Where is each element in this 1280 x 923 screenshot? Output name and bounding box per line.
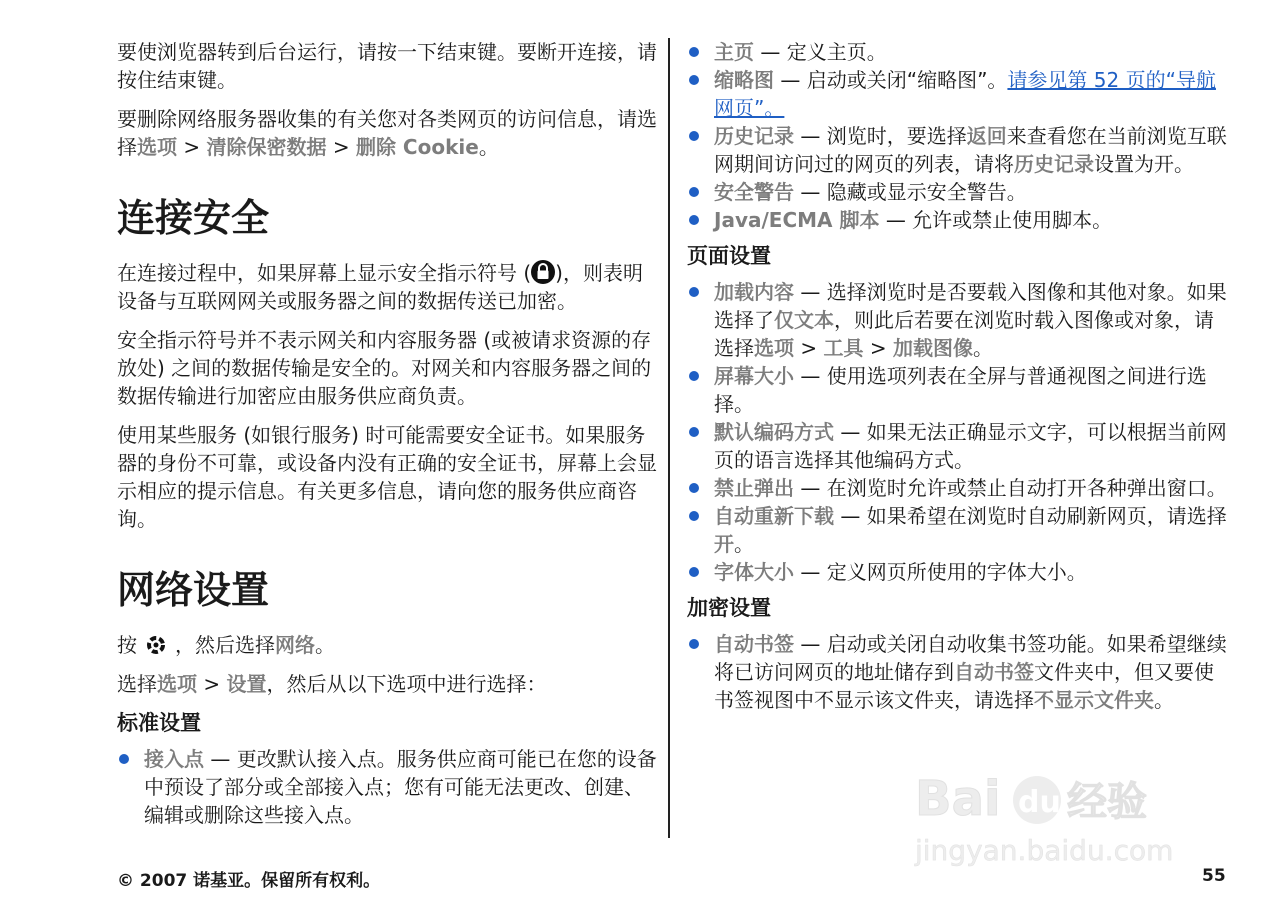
term-text-only: 仅文本 [774,308,834,332]
bullet-icon [689,215,699,225]
heading-connection-security: 连接安全 [117,196,270,240]
list-item: 自动书签 — 启动或关闭自动收集书签功能。如果希望继续将已访问网页的地址储存到自动书签文件夹中，但又要使书签视图中不显示该文件夹，请选择不显示文件夹。 [687,630,1232,714]
column-divider [668,38,670,838]
bullet-icon [689,47,699,57]
bullet-icon [689,483,699,493]
menu-options: 选项 [157,672,197,696]
bullet-icon [689,131,699,141]
term-history: 历史记录 [714,124,794,148]
heading-network-settings: 网络设置 [117,568,270,612]
list-item: 安全警告 — 隐藏或显示安全警告。 [687,178,1232,206]
bullet-icon [119,754,129,764]
list-item: 缩略图 — 启动或关闭“缩略图”。请参见第 52 页的“导航网页”。 [687,66,1232,122]
term-auto-bookmarks: 自动书签 [954,660,1034,684]
menu-load-images: 加载图像 [892,336,973,360]
list-item: 屏幕大小 — 使用选项列表在全屏与普通视图之间进行选择。 [687,362,1232,418]
term-block-popups: 禁止弹出 [714,476,794,500]
term-security-warning: 安全警告 [714,180,794,204]
menu-delete-cookie: 删除 Cookie [355,135,479,159]
term-on: 开 [714,532,734,556]
heading-standard-settings: 标准设置 [117,711,201,735]
term-back: 返回 [966,124,1007,148]
svg-text:jingyan.baidu.com: jingyan.baidu.com [915,834,1174,867]
term-access-point: 接入点 [144,747,204,771]
left-column [117,38,657,837]
term-history: 历史记录 [1014,152,1094,176]
term-auto-bookmarks: 自动书签 [714,632,794,656]
page-settings-list [687,278,1232,586]
menu-key-icon [145,634,167,656]
menu-options: 选项 [754,336,794,360]
footer-copyright: © 2007 诺基亚。保留所有权利。 [117,871,381,891]
bullet-icon [689,187,699,197]
paragraph-select-options: 选择选项 > 设置，然后从以下选项中进行选择： [117,672,547,696]
bullet-icon [689,287,699,297]
term-java-script: Java/ECMA 脚本 [714,208,880,232]
term-screen-size: 屏幕大小 [714,364,794,388]
paragraph-security-indicator: 在连接过程中，如果屏幕上显示安全指示符号 ( )，则表明设备与互联网网关或服务器之间的数据传送已加密。 [117,261,643,313]
privacy-settings-list [687,630,1232,714]
list-item: 历史记录 — 浏览时，要选择返回来查看您在当前浏览互联网期间访问过的网页的列表，请将历史记录设置为开。 [687,122,1232,178]
term-hide-folder: 不显示文件夹 [1034,688,1154,712]
link-navigate-web[interactable]: 请参见第 52 页的“导航网页”。 [714,68,1216,120]
page-number: 55 [1202,866,1226,886]
paragraph-cookie: 要删除网络服务器收集的有关您对各类网页的访问信息，请选择选项 > 清除保密数据 > 删除 Cookie。 [117,107,657,159]
term-font-size: 字体大小 [714,560,794,584]
bullet-icon [689,371,699,381]
paragraph-certificates: 使用某些服务 (如银行服务) 时可能需要安全证书。如果服务器的身份不可靠，或设备内没有正确的安全证书，屏幕上会显示相应的提示信息。有关更多信息，请向您的服务供应商咨询。 [117,423,657,531]
bullet-icon [689,75,699,85]
list-item: 接入点 — 更改默认接入点。服务供应商可能已在您的设备中预设了部分或全部接入点；您有可能无法更改、创建、编辑或删除这些接入点。 [117,745,657,829]
term-auto-reload: 自动重新下载 [714,504,834,528]
term-default-encoding: 默认编码方式 [714,420,834,444]
bullet-icon [689,427,699,437]
menu-network: 网络 [275,633,315,657]
right-column [687,38,1232,722]
bullet-icon [689,511,699,521]
paragraph-security-note: 安全指示符号并不表示网关和内容服务器 (或被请求资源的存放处) 之间的数据传输是安全的。对网关和内容服务器之间的数据传输进行加密应由服务供应商负责。 [117,328,652,408]
menu-clear-privacy: 清除保密数据 [206,135,327,159]
term-thumbnail: 缩略图 [714,68,774,92]
menu-tools: 工具 [823,336,864,360]
svg-text:du: du [1018,785,1061,820]
paragraph-press-menu: 按 ，然后选择网络。 [117,633,335,657]
menu-settings: 设置 [226,672,267,696]
term-homepage: 主页 [714,40,754,64]
list-item: Java/ECMA 脚本 — 允许或禁止使用脚本。 [687,206,1232,234]
svg-text:经验: 经验 [1067,779,1147,825]
baidu-watermark-logo [905,760,1205,870]
heading-privacy-settings: 加密设置 [687,596,771,620]
list-item: 字体大小 — 定义网页所使用的字体大小。 [687,558,1232,586]
standard-settings-list [117,745,657,829]
list-item: 默认编码方式 — 如果无法正确显示文字，可以根据当前网页的语言选择其他编码方式。 [687,418,1232,474]
svg-text:Bai: Bai [915,771,1001,827]
bullet-icon [689,567,699,577]
paragraph-background: 要使浏览器转到后台运行，请按一下结束键。要断开连接，请按住结束键。 [117,40,657,92]
menu-options: 选项 [137,135,177,159]
list-item: 主页 — 定义主页。 [687,38,1232,66]
list-item: 自动重新下载 — 如果希望在浏览时自动刷新网页，请选择开。 [687,502,1232,558]
lock-icon [531,260,555,284]
list-item: 加载内容 — 选择浏览时是否要载入图像和其他对象。如果选择了仅文本，则此后若要在浏览时载入图像或对象，请选择选项 > 工具 > 加载图像。 [687,278,1232,362]
general-settings-list [687,38,1232,234]
list-item: 禁止弹出 — 在浏览时允许或禁止自动打开各种弹出窗口。 [687,474,1232,502]
bullet-icon [689,639,699,649]
heading-page-settings: 页面设置 [687,244,771,268]
term-load-content: 加载内容 [714,280,794,304]
